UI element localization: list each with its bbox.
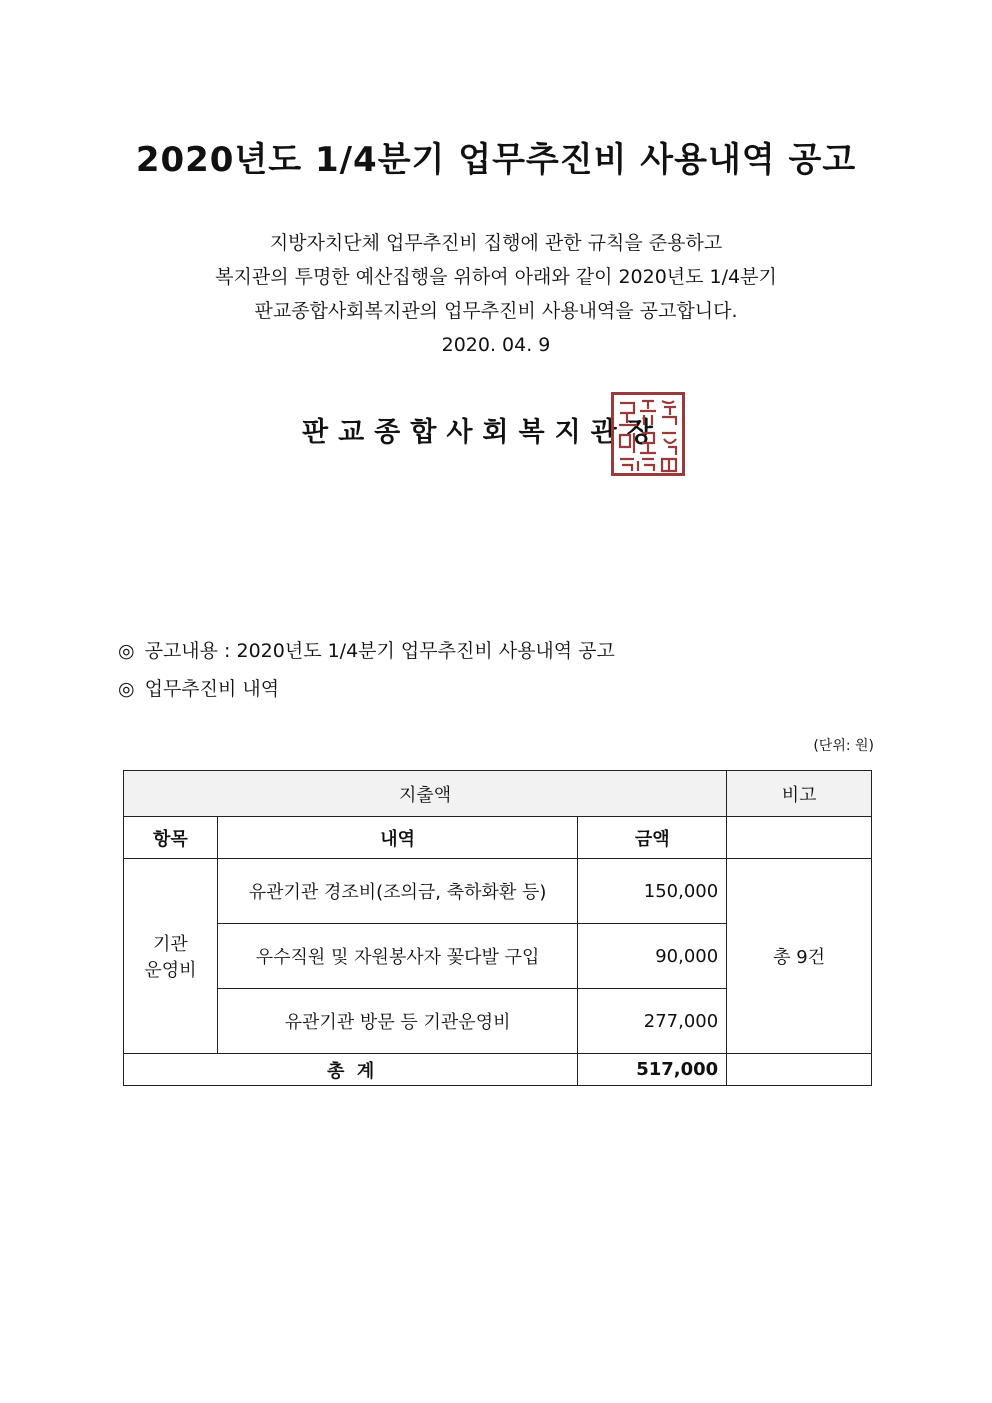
bullet-mark: ◎ <box>118 640 135 662</box>
total-amount: 517,000 <box>578 1054 727 1086</box>
official-seal-icon <box>611 392 685 476</box>
issuer-name: 판교종합사회복지관장 <box>302 417 663 448</box>
intro-line: 판교종합사회복지관의 업무추진비 사용내역을 공고합니다. <box>254 300 738 322</box>
amount-cell: 277,000 <box>578 989 727 1054</box>
amount-cell: 150,000 <box>578 859 727 924</box>
bullet-list <box>118 632 615 708</box>
bullet-text: 공고내용 : 2020년도 1/4분기 업무추진비 사용내역 공고 <box>144 640 615 662</box>
total-note-empty <box>727 1054 872 1086</box>
column-note-empty <box>727 817 872 859</box>
table-row <box>124 859 872 924</box>
intro-paragraph <box>0 226 992 362</box>
unit-note: (단위: 원) <box>813 738 874 754</box>
header-note: 비고 <box>727 771 872 817</box>
table-subheader-row <box>124 817 872 859</box>
column-amount: 금액 <box>578 817 727 859</box>
intro-line: 지방자치단체 업무추진비 집행에 관한 규칙을 준용하고 <box>269 232 723 254</box>
bullet-text: 업무추진비 내역 <box>144 678 280 700</box>
detail-cell: 우수직원 및 자원봉사자 꽃다발 구입 <box>217 924 577 989</box>
amount-cell: 90,000 <box>578 924 727 989</box>
table-header-row <box>124 771 872 817</box>
announcement-date: 2020. 04. 9 <box>441 334 551 356</box>
category-line: 운영비 <box>144 960 197 981</box>
column-item: 항목 <box>124 817 218 859</box>
bullet-expense-detail <box>118 670 615 708</box>
header-expense: 지출액 <box>124 771 727 817</box>
detail-cell: 유관기관 경조비(조의금, 축하화환 등) <box>217 859 577 924</box>
document-title: 2020년도 1/4분기 업무추진비 사용내역 공고 <box>135 140 857 180</box>
total-row <box>124 1054 872 1086</box>
total-label: 총 계 <box>124 1054 578 1086</box>
expense-table <box>123 770 872 1086</box>
detail-cell: 유관기관 방문 등 기관운영비 <box>217 989 577 1054</box>
note-cell: 총 9건 <box>727 859 872 1054</box>
category-cell <box>124 859 218 1054</box>
column-detail: 내역 <box>217 817 577 859</box>
category-line: 기관 <box>153 934 188 955</box>
bullet-mark: ◎ <box>118 678 135 700</box>
bullet-announcement <box>118 632 615 670</box>
intro-line: 복지관의 투명한 예산집행을 위하여 아래와 같이 2020년도 1/4분기 <box>215 266 777 288</box>
